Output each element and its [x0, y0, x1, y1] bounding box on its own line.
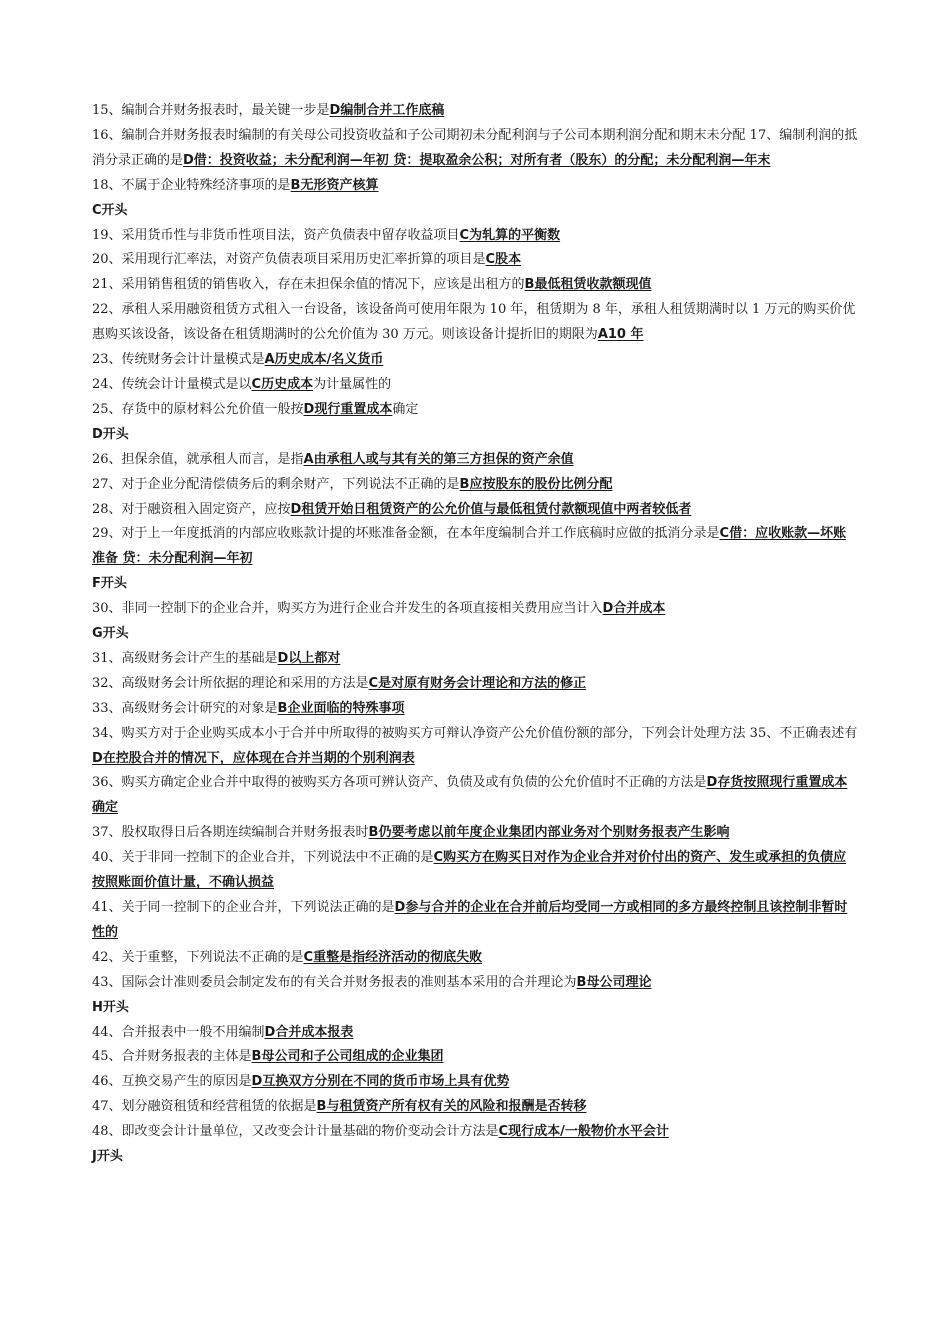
section-heading-g: G开头: [92, 626, 129, 642]
question-27: 27、对于企业分配清偿债务后的剩余财产，下列说法不正确的是B应按股东的股份比例分配: [92, 476, 613, 492]
question-31: 31、高级财务会计产生的基础是D以上都对: [92, 650, 341, 666]
question-32: 32、高级财务会计所依据的理论和采用的方法是C是对原有财务会计理论和方法的修正: [92, 675, 587, 691]
answer: D合并成本报表: [264, 1024, 354, 1040]
answer: B与租赁资产所有权有关的风险和报酬是否转移: [316, 1099, 587, 1115]
answer: C为轧算的平衡数: [459, 227, 561, 243]
answer: C股本: [485, 252, 522, 268]
question-20: 20、采用现行汇率法，对资产负债表项目采用历史汇率折算的项目是C股本: [92, 252, 522, 268]
question-23: 23、传统财务会计计量模式是A历史成本/名义货币: [92, 352, 384, 368]
question-24: 24、传统会计计量模式是以C历史成本为计量属性的: [92, 376, 392, 392]
answer: C现行成本/一般物价水平会计: [498, 1124, 669, 1140]
question-45: 45、合并财务报表的主体是B母公司和子公司组成的企业集团: [92, 1049, 444, 1065]
answer: B母公司理论: [576, 974, 652, 990]
answer: B应按股东的股份比例分配: [459, 476, 613, 492]
answer: C历史成本: [251, 376, 314, 392]
answer: B无形资产核算: [290, 177, 379, 193]
answer: D编制合并工作底稿: [329, 103, 445, 118]
answer: C重整是指经济活动的彻底失败: [303, 949, 483, 965]
answer: B企业面临的特殊事项: [277, 700, 405, 716]
answer: D借：投资收益；未分配利润—年初 贷：提取盈余公积；对所有者（股东）的分配；未分配利润—年末: [183, 152, 771, 168]
question-36: 36、购买方确定企业合并中取得的被购买方各项可辨认资产、负债及或有负债的公允价值时不正确的方法是D存货按照现行重置成本确定: [92, 775, 848, 816]
question-48: 48、即改变会计计量单位，又改变会计计量基础的物价变动会计方法是C现行成本/一般物价水平会计: [92, 1124, 669, 1140]
question-30: 30、非同一控制下的企业合并，购买方为进行企业合并发生的各项直接相关费用应当计入D合并成本: [92, 601, 666, 617]
section-heading-h: H开头: [92, 999, 129, 1015]
question-47: 47、划分融资租赁和经营租赁的依据是B与租赁资产所有权有关的风险和报酬是否转移: [92, 1099, 587, 1115]
answer: C借：应收账款—坏账准备 贷：未分配利润—年初: [92, 526, 847, 567]
question-43: 43、国际会计准则委员会制定发布的有关合并财务报表的准则基本采用的合并理论为B母公司理论: [92, 974, 652, 990]
question-37: 37、股权取得日后各期连续编制合并财务报表时B仍要考虑以前年度企业集团内部业务对个别财务报表产生影响: [92, 825, 730, 841]
question-34: 34、购买方对于企业购买成本小于合并中所取得的被购买方可辩认净资产公允价值份额的部分，下列会计处理方法 35、不正确表述有D在控股合并的情况下，应体现在合并当期的个别利润表: [92, 725, 858, 766]
answer: D以上都对: [277, 650, 341, 666]
question-19: 19、采用货币性与非货币性项目法，资产负债表中留存收益项目C为轧算的平衡数: [92, 227, 561, 243]
section-heading-c: C开头: [92, 202, 128, 218]
answer: D参与合并的企业在合并前后均受同一方或相同的多方最终控制且该控制非暂时性的: [92, 900, 848, 940]
question-18: 18、不属于企业特殊经济事项的是B无形资产核算: [92, 177, 379, 193]
question-33: 33、高级财务会计研究的对象是B企业面临的特殊事项: [92, 700, 405, 716]
question-22: 22、承租人采用融资租赁方式租入一台设备，该设备尚可使用年限为 10 年，租赁期为 8 年，承租人租赁期满时以 1 万元的购买价优惠购买该设备，该设备在租赁期满时的公允价值为 30 万元。则该设备计提折旧的期限为A10 年: [92, 302, 856, 343]
question-26: 26、担保余值，就承租人而言，是指A由承租人或与其有关的第三方担保的资产余值: [92, 451, 574, 467]
question-21: 21、采用销售租赁的销售收入，存在未担保余值的情况下，应该是出租方的B最低租赁收款额现值: [92, 277, 652, 293]
answer: A由承租人或与其有关的第三方担保的资产余值: [303, 451, 574, 467]
answer: A10 年: [597, 327, 644, 343]
question-42: 42、关于重整，下列说法不正确的是C重整是指经济活动的彻底失败: [92, 949, 483, 965]
question-29: 29、对于上一年度抵消的内部应收账款计提的坏账准备金额，在本年度编制合并工作底稿时应做的抵消分录是C借：应收账款—坏账准备 贷：未分配利润—年初: [92, 526, 847, 567]
question-44: 44、合并报表中一般不用编制D合并成本报表: [92, 1024, 354, 1040]
section-heading-j: J开头: [92, 1149, 123, 1165]
answer: D现行重置成本: [303, 401, 393, 417]
answer: D存货按照现行重置成本确定: [92, 775, 848, 816]
question-16: 16、编制合并财务报表时编制的有关母公司投资收益和子公司期初未分配利润与子公司本期利润分配和期末未分配 17、编制利润的抵消分录正确的是D借：投资收益；未分配利润—年初 贷：提取盈余公积；对所有者（股东）的分配；未分配利润—年末: [92, 127, 858, 168]
section-heading-d: D开头: [92, 426, 129, 442]
question-28: 28、对于融资租入固定资产，应按D租赁开始日租赁资产的公允价值与最低租赁付款额现值中两者较低者: [92, 501, 692, 517]
answer: D合并成本: [602, 601, 666, 617]
question-15: 15、编制合并财务报表时，最关键一步是D编制合并工作底稿: [92, 103, 445, 118]
answer: D在控股合并的情况下，应体现在合并当期的个别利润表: [92, 750, 415, 766]
answer: A历史成本/名义货币: [264, 352, 384, 368]
question-25: 25、存货中的原材料公允价值一般按D现行重置成本确定: [92, 401, 419, 417]
question-40: 40、关于非同一控制下的企业合并，下列说法中不正确的是C购买方在购买日对作为企业合并对价付出的资产、发生或承担的负债应按照账面价值计量，不确认损益: [92, 850, 847, 891]
answer: B最低租赁收款额现值: [524, 277, 652, 293]
section-heading-f: F开头: [92, 576, 127, 592]
answer: D租赁开始日租赁资产的公允价值与最低租赁付款额现值中两者较低者: [290, 501, 692, 517]
answer: B仍要考虑以前年度企业集团内部业务对个别财务报表产生影响: [368, 825, 730, 841]
answer: C是对原有财务会计理论和方法的修正: [368, 675, 587, 691]
answer: C购买方在购买日对作为企业合并对价付出的资产、发生或承担的负债应按照账面价值计量，不确认损益: [92, 850, 847, 891]
question-41: 41、关于同一控制下的企业合并，下列说法正确的是D参与合并的企业在合并前后均受同一方或相同的多方最终控制且该控制非暂时性的: [92, 900, 848, 940]
answer: D互换双方分别在不同的货币市场上具有优势: [251, 1074, 510, 1090]
answer: B母公司和子公司组成的企业集团: [251, 1049, 444, 1065]
question-46: 46、互换交易产生的原因是D互换双方分别在不同的货币市场上具有优势: [92, 1074, 510, 1090]
